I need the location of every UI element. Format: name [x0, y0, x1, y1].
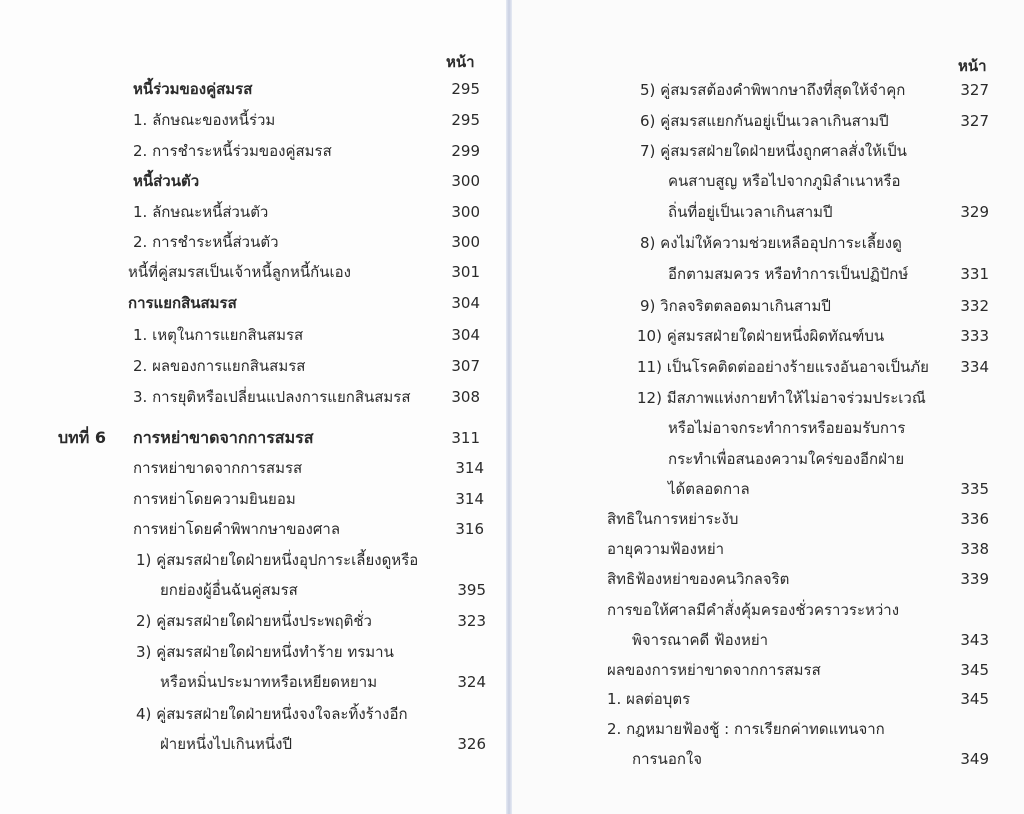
toc-entry-text: หรือหมิ่นประมาทหรือเหยียดหยาม	[160, 673, 378, 691]
toc-page-number: 304	[451, 294, 480, 312]
toc-entry-text: 1. ลักษณะของหนี้ร่วม	[133, 111, 276, 129]
toc-entry-text: การหย่าโดยความยินยอม	[133, 490, 296, 508]
page-column-header: หน้า	[958, 57, 987, 75]
toc-entry-text: 1. ผลต่อบุตร	[607, 690, 691, 708]
toc-entry-text: 1. เหตุในการแยกสินสมรส	[133, 326, 304, 344]
toc-page-number: 343	[960, 631, 989, 649]
toc-entry-text: 9) วิกลจริตตลอดมาเกินสามปี	[640, 297, 831, 315]
toc-entry-text: กระทำเพื่อสนองความใคร่ของอีกฝ่าย	[668, 450, 905, 468]
toc-entry-text: สิทธิฟ้องหย่าของคนวิกลจริต	[607, 570, 790, 588]
toc-entry-text: สิทธิในการหย่าระงับ	[607, 510, 739, 528]
toc-page-number: 300	[451, 233, 480, 251]
toc-entry-text: 1) คู่สมรสฝ่ายใดฝ่ายหนึ่งอุปการะเลี้ยงดูหรือ	[136, 551, 419, 569]
toc-page-number: 307	[451, 357, 480, 375]
toc-entry-text: การแยกสินสมรส	[128, 294, 237, 312]
toc-page-number: 329	[960, 203, 989, 221]
toc-entry-text: 7) คู่สมรสฝ่ายใดฝ่ายหนึ่งถูกศาลสั่งให้เป็น	[640, 142, 907, 160]
toc-entry-text: การขอให้ศาลมีคำสั่งคุ้มครองชั่วคราวระหว่าง	[607, 601, 900, 619]
toc-page-number: 314	[455, 490, 484, 508]
toc-page-number: 295	[451, 80, 480, 98]
toc-entry-text: 2. การชำระหนี้ส่วนตัว	[133, 233, 279, 251]
toc-entry-text: 2. ผลของการแยกสินสมรส	[133, 357, 306, 375]
toc-entry-text: หรือไม่อาจกระทำการหรือยอมรับการ	[668, 419, 906, 437]
toc-entry-text: 12) มีสภาพแห่งกายทำให้ไม่อาจร่วมประเวณี	[637, 389, 926, 407]
chapter-label: บทที่ 6	[58, 428, 106, 447]
toc-entry-text: 11) เป็นโรคติดต่ออย่างร้ายแรงอันอาจเป็นภัย	[637, 358, 929, 376]
toc-entry-text: หนี้ร่วมของคู่สมรส	[133, 80, 253, 98]
toc-entry-text: ฝ่ายหนึ่งไปเกินหนึ่งปี	[160, 735, 292, 753]
toc-page-number: 334	[960, 358, 989, 376]
toc-entry-text: พิจารณาคดี ฟ้องหย่า	[632, 631, 769, 649]
toc-entry-text: 4) คู่สมรสฝ่ายใดฝ่ายหนึ่งจงใจละทิ้งร้างอีก	[136, 705, 408, 723]
toc-page-number: 301	[451, 263, 480, 281]
right-page	[512, 0, 1024, 814]
toc-entry-text: อายุความฟ้องหย่า	[607, 540, 725, 558]
toc-page-number: 332	[960, 297, 989, 315]
toc-entry-text: 6) คู่สมรสแยกกันอยู่เป็นเวลาเกินสามปี	[640, 112, 889, 130]
toc-entry-text: 2. การชำระหนี้ร่วมของคู่สมรส	[133, 142, 332, 160]
toc-entry-text: ได้ตลอดกาล	[668, 480, 750, 498]
toc-entry-text: 8) คงไม่ให้ความช่วยเหลืออุปการะเลี้ยงดู	[640, 234, 902, 252]
toc-page-number: 349	[960, 750, 989, 768]
toc-page-number: 316	[455, 520, 484, 538]
toc-entry-text: อีกตามสมควร หรือทำการเป็นปฏิปักษ์	[668, 265, 909, 283]
left-page	[0, 0, 506, 814]
toc-entry-text: การหย่าโดยคำพิพากษาของศาล	[133, 520, 341, 538]
page-column-header: หน้า	[446, 53, 475, 71]
toc-page-number: 327	[960, 112, 989, 130]
toc-entry-text: 2. กฎหมายฟ้องชู้ : การเรียกค่าทดแทนจาก	[607, 720, 885, 738]
toc-entry-text: คนสาบสูญ หรือไปจากภูมิลำเนาหรือ	[668, 172, 901, 190]
toc-page-number: 339	[960, 570, 989, 588]
toc-page-number: 304	[451, 326, 480, 344]
toc-entry-text: ผลของการหย่าขาดจากการสมรส	[607, 661, 821, 679]
toc-page-number: 326	[457, 735, 486, 753]
toc-page-number: 395	[457, 581, 486, 599]
toc-page-number: 327	[960, 81, 989, 99]
toc-page-number: 323	[457, 612, 486, 630]
toc-page-number: 300	[451, 203, 480, 221]
toc-entry-text: ยกย่องผู้อื่นฉันคู่สมรส	[160, 581, 298, 599]
toc-entry-text: ถิ่นที่อยู่เป็นเวลาเกินสามปี	[668, 203, 833, 221]
toc-page-number: 308	[451, 388, 480, 406]
toc-page-number: 345	[960, 690, 989, 708]
toc-entry-text: 3) คู่สมรสฝ่ายใดฝ่ายหนึ่งทำร้าย ทรมาน	[136, 643, 394, 661]
toc-page-number: 338	[960, 540, 989, 558]
toc-entry-text: 2) คู่สมรสฝ่ายใดฝ่ายหนึ่งประพฤติชั่ว	[136, 612, 372, 630]
toc-page-number: 314	[455, 459, 484, 477]
toc-page-number: 300	[451, 172, 480, 190]
toc-page-number: 295	[451, 111, 480, 129]
toc-entry-text: การหย่าขาดจากการสมรส	[133, 459, 303, 477]
toc-page-number: 311	[451, 429, 480, 447]
toc-entry-text: หนี้ส่วนตัว	[133, 172, 200, 190]
toc-entry-text: การนอกใจ	[632, 750, 703, 768]
toc-page-number: 299	[451, 142, 480, 160]
toc-page-number: 335	[960, 480, 989, 498]
toc-entry-text: 10) คู่สมรสฝ่ายใดฝ่ายหนึ่งผิดทัณฑ์บน	[637, 327, 885, 345]
toc-page-number: 324	[457, 673, 486, 691]
toc-entry-text: การหย่าขาดจากการสมรส	[133, 428, 314, 447]
toc-entry-text: 1. ลักษณะหนี้ส่วนตัว	[133, 203, 269, 221]
toc-entry-text: 5) คู่สมรสต้องคำพิพากษาถึงที่สุดให้จำคุก	[640, 81, 906, 99]
toc-page-number: 336	[960, 510, 989, 528]
toc-page-number: 331	[960, 265, 989, 283]
toc-page-number: 333	[960, 327, 989, 345]
toc-page-number: 345	[960, 661, 989, 679]
toc-entry-text: หนี้ที่คู่สมรสเป็นเจ้าหนี้ลูกหนี้กันเอง	[128, 263, 351, 281]
toc-entry-text: 3. การยุติหรือเปลี่ยนแปลงการแยกสินสมรส	[133, 388, 411, 406]
